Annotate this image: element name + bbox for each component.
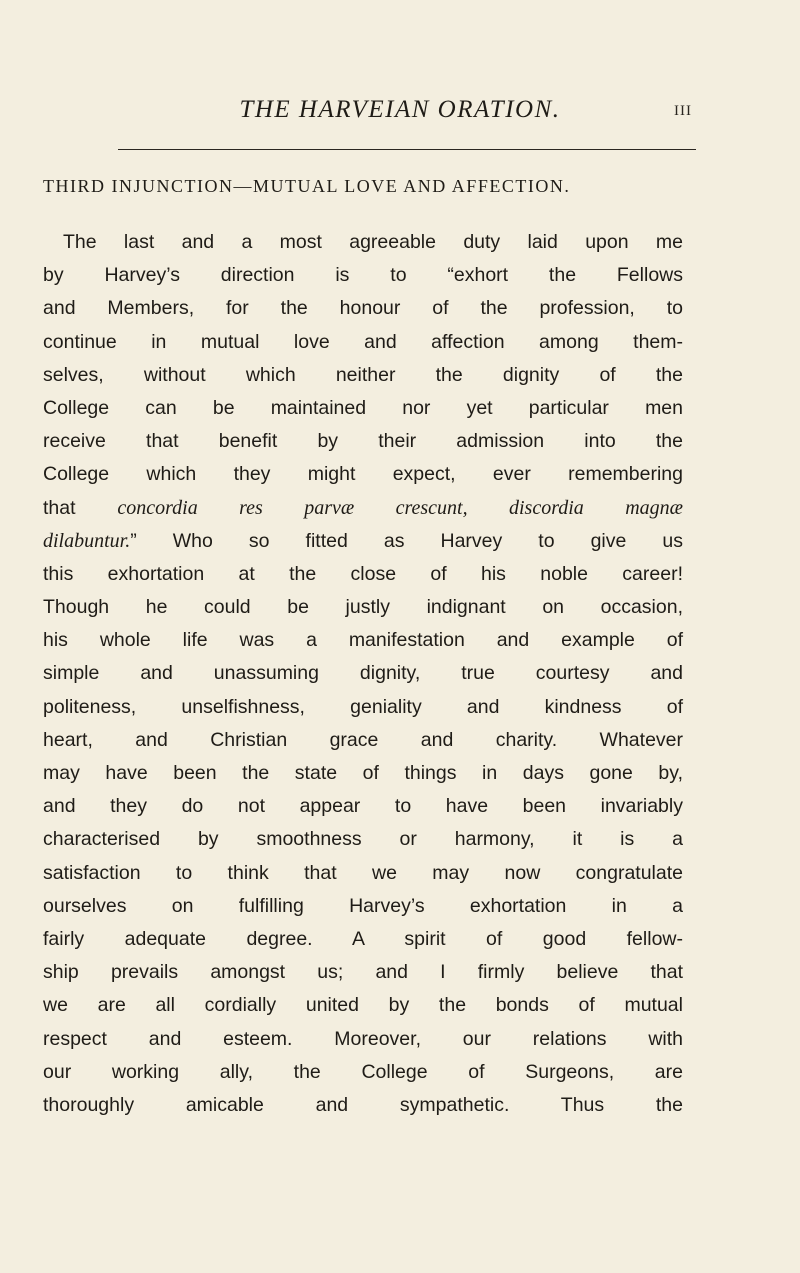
body-text — [43, 226, 683, 1122]
text-line: heart, and Christian grace and charity. Whatever — [43, 728, 683, 751]
header-rule — [118, 149, 696, 150]
text-line: thoroughly amicable and sympathetic. Thus the — [43, 1093, 683, 1116]
latin-quotation: dilabuntur. — [43, 529, 131, 552]
text-line: Though he could be justly indignant on occasion, — [43, 596, 683, 619]
text-line: continue in mutual love and affection among them- — [43, 330, 683, 353]
text-line: respect and esteem. Moreover, our relations with — [43, 1027, 683, 1050]
text-line: his whole life was a manifestation and example of — [43, 629, 683, 652]
text-line: College which they might expect, ever remembering — [43, 463, 683, 486]
text-line: fairly adequate degree. A spirit of good fellow- — [43, 927, 683, 950]
text-line: our working ally, the College of Surgeons, are — [43, 1060, 683, 1083]
text-line: characterised by smoothness or harmony, it is a — [43, 828, 683, 851]
text-line: simple and unassuming dignity, true courtesy and — [43, 662, 683, 685]
text-line: and Members, for the honour of the profession, to — [43, 297, 683, 320]
text-line: and they do not appear to have been invariably — [43, 795, 683, 818]
text-line: we are all cordially united by the bonds of mutual — [43, 994, 683, 1017]
text-line: politeness, unselfishness, geniality and kindness of — [43, 695, 683, 718]
text-segment: that — [43, 496, 118, 519]
text-line: may have been the state of things in days gone by, — [43, 762, 683, 784]
text-line: by Harvey’s direction is to “exhort the Fellows — [43, 264, 683, 287]
text-line: College can be maintained nor yet particular men — [43, 396, 683, 419]
text-line: satisfaction to think that we may now congratulate — [43, 861, 683, 884]
latin-quotation: concordia res parvæ crescunt, discordia magnæ — [117, 496, 683, 519]
text-line: selves, without which neither the dignity of the — [43, 363, 683, 386]
text-line: ship prevails amongst us; and I firmly believe that — [43, 961, 683, 984]
page-number: III — [674, 103, 692, 119]
text-line — [43, 492, 683, 525]
running-head — [100, 96, 700, 136]
text-line: ourselves on fulfilling Harvey’s exhortation in a — [43, 894, 683, 917]
text-line: receive that benefit by their admission into the — [43, 430, 683, 453]
running-title: THE HARVEIAN ORATION. — [239, 96, 561, 123]
text-segment: ” Who so fitted as Harvey to give us — [130, 529, 683, 552]
section-heading: THIRD INJUNCTION—MUTUAL LOVE AND AFFECTION. — [43, 176, 571, 196]
text-line — [43, 525, 683, 558]
text-line: The last and a most agreeable duty laid upon me — [63, 231, 683, 253]
text-line: this exhortation at the close of his noble career! — [43, 562, 683, 585]
